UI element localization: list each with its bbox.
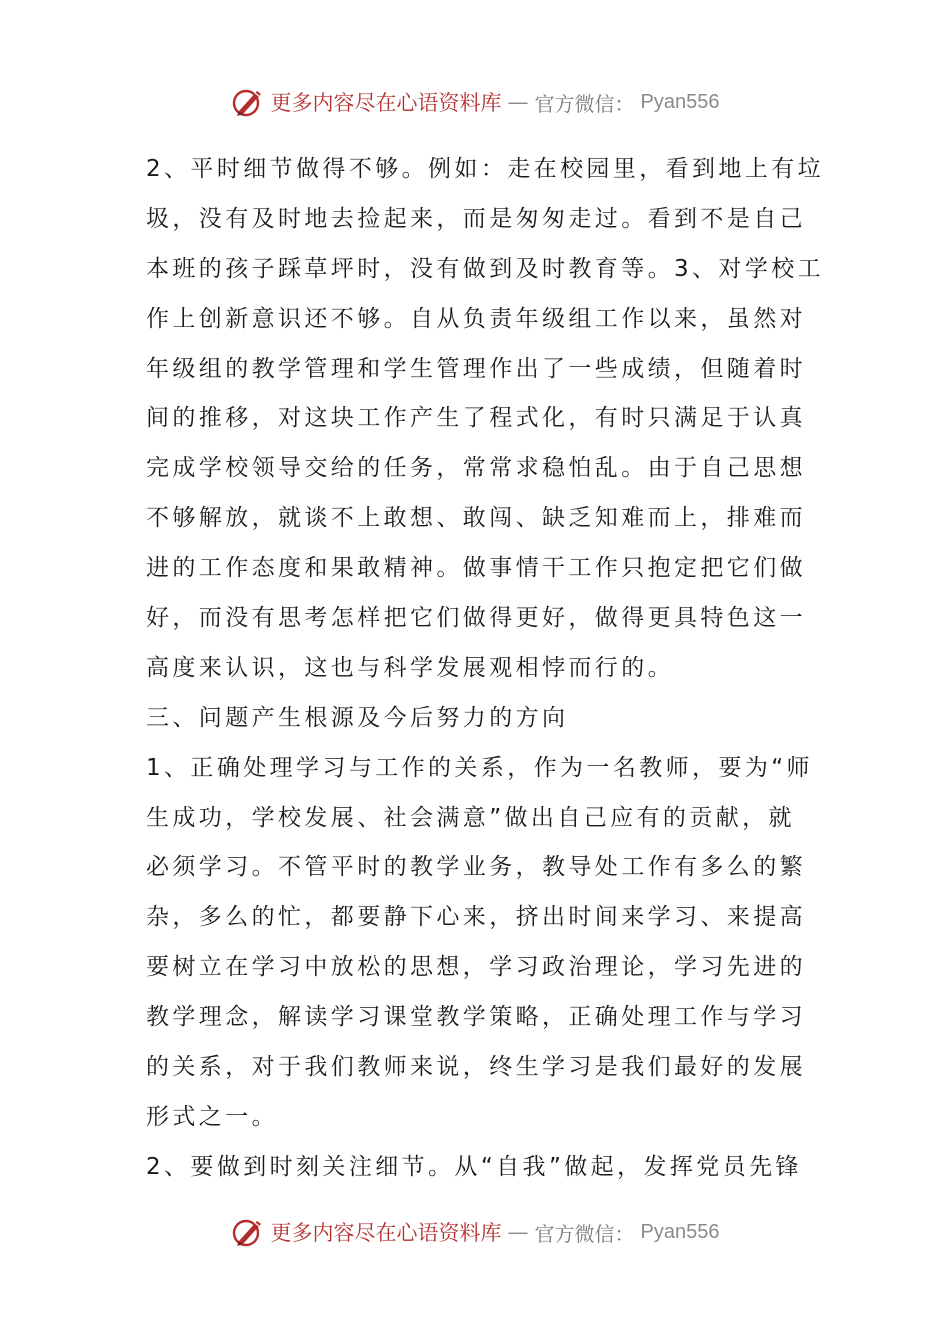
watermark-text: 更多内容尽在心语资料库 (270, 91, 502, 115)
watermark-text: 更多内容尽在心语资料库 (270, 1221, 502, 1245)
pen-logo-icon (231, 85, 265, 119)
watermark-label: 官方微信： (534, 91, 635, 116)
watermark-id: Pyan556 (640, 1220, 720, 1243)
body-line: 圾，没有及时地去捡起来，而是匆匆走过。看到不是自己 (146, 205, 806, 232)
body-line: 2、要做到时刻关注细节。从“自我”做起，发挥党员先锋 (146, 1153, 802, 1180)
body-line: 作上创新意识还不够。自从负责年级组工作以来，虽然对 (146, 305, 806, 332)
watermark-dash: — (507, 1220, 529, 1244)
body-line: 2、平时细节做得不够。例如：走在校园里，看到地上有垃 (146, 156, 825, 182)
header-watermark (0, 82, 950, 122)
body-line: 教学理念，解读学习课堂教学策略，正确处理工作与学习 (146, 1004, 806, 1031)
body-line: 高度来认识，这也与科学发展观相悖而行的。 (146, 654, 674, 681)
body-line: 不够解放，就谈不上敢想、敢闯、缺乏知难而上，排难而 (146, 505, 806, 532)
pen-logo-icon (231, 1215, 265, 1249)
body-line: 本班的孩子踩草坪时，没有做到及时教育等。3、对学校工 (146, 255, 825, 282)
document-body (146, 145, 825, 1193)
body-line: 好，而没有思考怎样把它们做得更好，做得更具特色这一 (146, 605, 806, 632)
body-line: 必须学习。不管平时的教学业务，教导处工作有多么的繁 (146, 854, 806, 881)
body-line: 形式之一。 (146, 1103, 278, 1130)
body-line: 生成功，学校发展、社会满意”做出自己应有的贡献，就 (146, 804, 795, 831)
footer-watermark (0, 1212, 950, 1252)
watermark-label: 官方微信： (534, 1221, 635, 1246)
section-heading: 三、问题产生根源及今后努力的方向 (146, 704, 569, 731)
body-line: 进的工作态度和果敢精神。做事情干工作只抱定把它们做 (146, 555, 806, 582)
body-line: 杂，多么的忙，都要静下心来，挤出时间来学习、来提高 (146, 904, 806, 931)
body-line: 间的推移，对这块工作产生了程式化，有时只满足于认真 (146, 405, 806, 432)
body-line: 要树立在学习中放松的思想，学习政治理论，学习先进的 (146, 954, 806, 981)
body-line: 年级组的教学管理和学生管理作出了一些成绩，但随着时 (146, 355, 806, 382)
body-line: 的关系，对于我们教师来说，终生学习是我们最好的发展 (146, 1054, 806, 1081)
body-line: 1、正确处理学习与工作的关系，作为一名教师，要为“师 (146, 754, 813, 781)
watermark-dash: — (507, 90, 529, 114)
body-line: 完成学校领导交给的任务，常常求稳怕乱。由于自己思想 (146, 455, 806, 482)
watermark-id: Pyan556 (640, 90, 720, 113)
